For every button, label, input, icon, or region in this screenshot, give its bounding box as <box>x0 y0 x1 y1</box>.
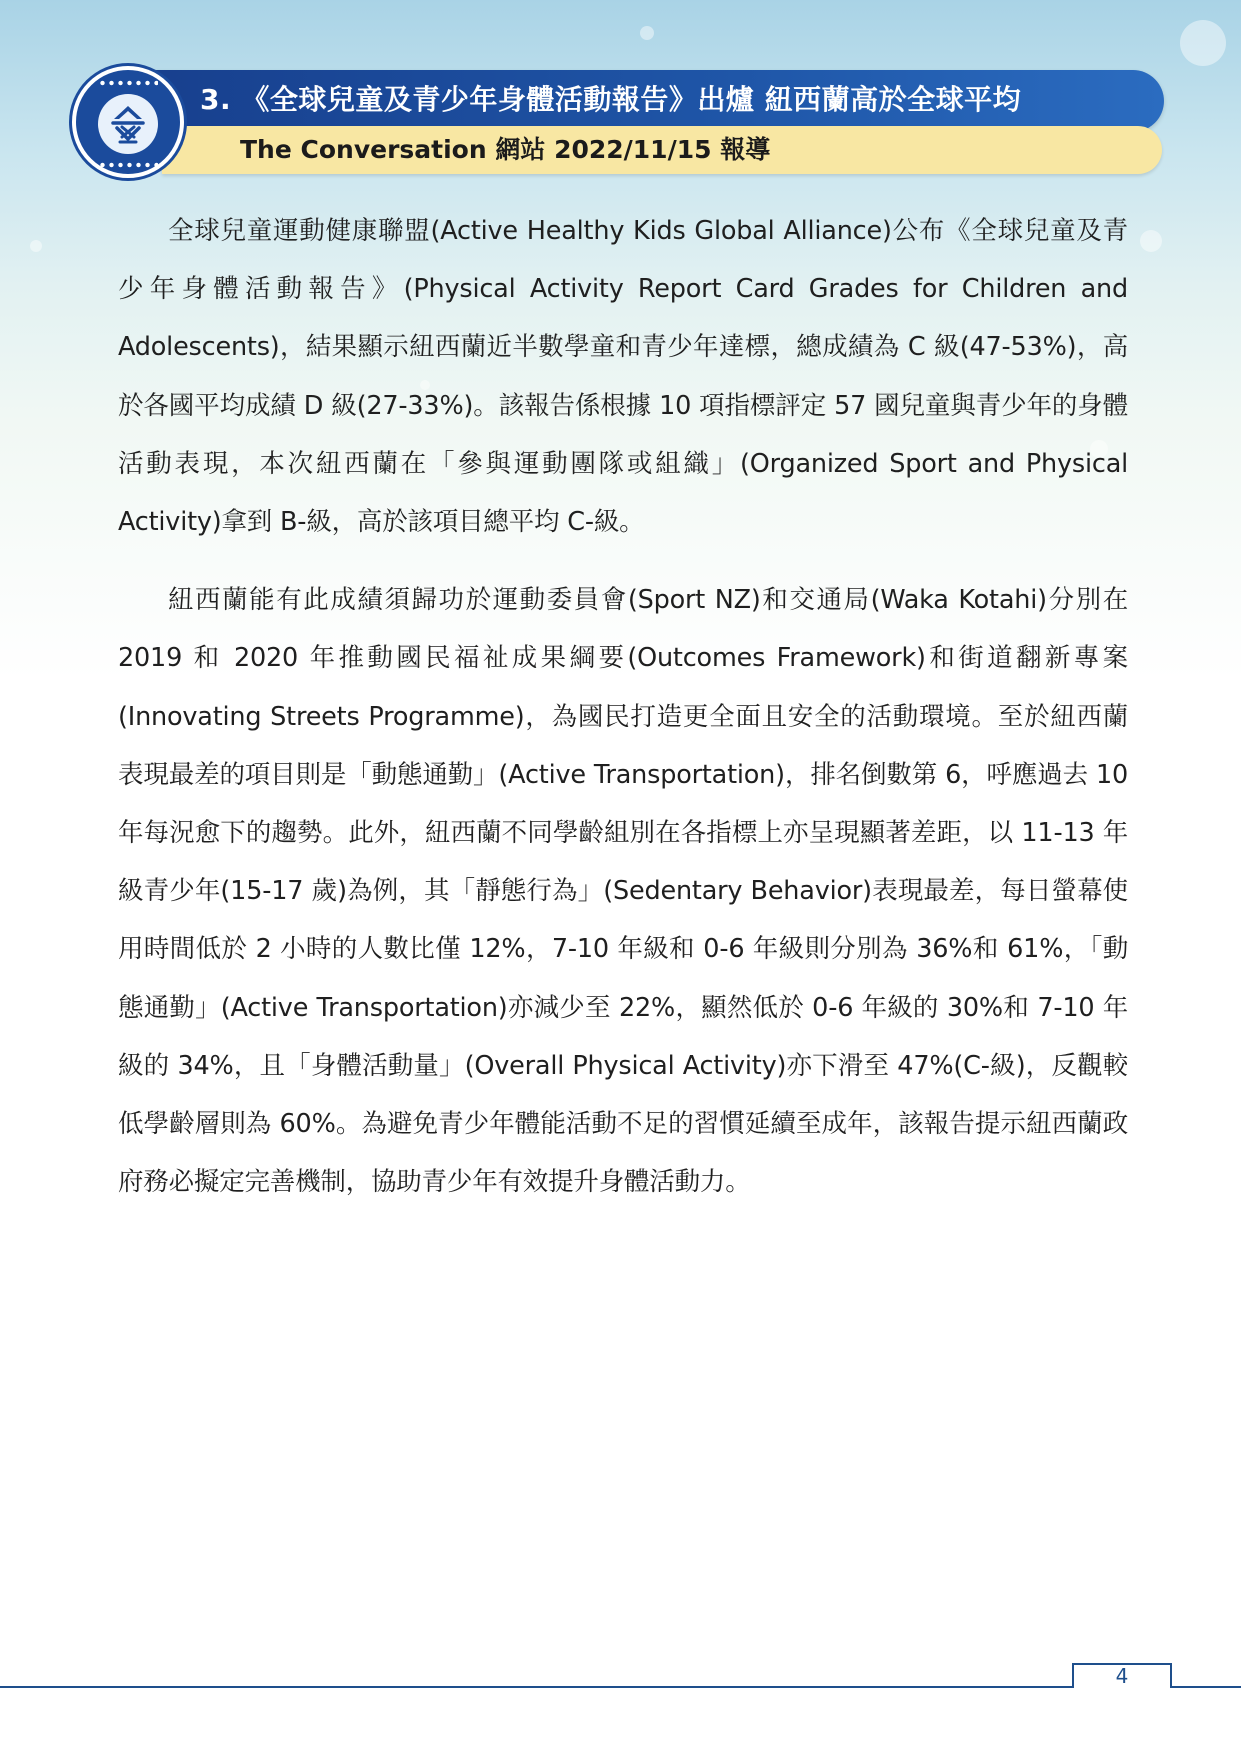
page-number: 4 <box>1115 1664 1129 1688</box>
background-bokeh <box>30 240 42 252</box>
body-paragraph: 紐西蘭能有此成績須歸功於運動委員會(Sport NZ)和交通局(Waka Kotahi)分別在 2019 和 2020 年推動國民福祉成果綱要(Outcomes Framework)和街道翻新專案(Innovating Streets Programme)，為國民打造更全面且安全的活動環境。至於紐西蘭表現最差的項目則是「動態通勤」(Active Transportation)，排名倒數第 6，呼應過去 10 年每況愈下的趨勢。此外，紐西蘭不同學齡組別在各指標上亦呈現顯著差距，以 11-13 年級青少年(15-17 歲)為例，其「靜態行為」(Sedentary Behavior)表現最差，每日螢幕使用時間低於 2 小時的人數比僅 12%，7-10 年級和 0-6 年級則分別為 36%和 61%，「動態通勤」(Active Transportation)亦減少至 22%，顯然低於 0-6 年級的 30%和 7-10 年級的 34%，且「身體活動量」(Overall Physical Activity)亦下滑至 47%(C-級)，反觀較低學齡層則為 60%。為避免青少年體能活動不足的習慣延續至成年，該報告提示紐西蘭政府務必擬定完善機制，協助青少年有效提升身體活動力。 <box>118 585 1128 1198</box>
section-header <box>72 66 1164 178</box>
organization-logo-icon <box>98 94 158 154</box>
background-bokeh <box>1140 230 1162 252</box>
background-bokeh <box>640 26 654 40</box>
section-badge <box>72 66 184 178</box>
body-paragraph: 全球兒童運動健康聯盟(Active Healthy Kids Global Alliance)公布《全球兒童及青少年身體活動報告》(Physical Activity Report Card Grades for Children and Adolescents)，結果顯示紐西蘭近半數學童和青少年達標，總成績為 C 級(47-53%)，高於各國平均成績 D 級(27-33%)。該報告係根據 10 項指標評定 57 國兒童與青少年的身體活動表現，本次紐西蘭在「參與運動團隊或組織」(Organized Sport and Physical Activity)拿到 B-級，高於該項目總平均 C-級。 <box>118 216 1128 538</box>
footer-rule <box>0 1686 1241 1688</box>
background-bokeh <box>1180 20 1226 66</box>
logo-glyph-icon <box>105 101 151 147</box>
page-subtitle: The Conversation 網站 2022/11/15 報導 <box>240 135 771 164</box>
page-title: 3. 《全球兒童及青少年身體活動報告》出爐 紐西蘭高於全球平均 <box>200 83 1022 116</box>
badge-dots-bottom <box>98 162 158 168</box>
badge-dots-top <box>98 80 158 86</box>
article-body <box>118 202 1128 1211</box>
